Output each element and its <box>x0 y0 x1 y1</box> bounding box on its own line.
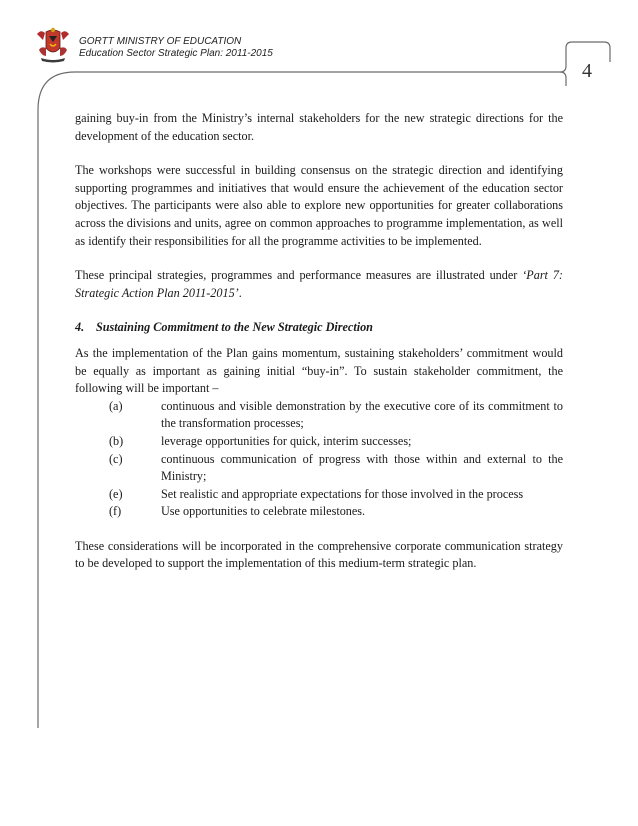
page-number: 4 <box>582 60 592 82</box>
list-item <box>75 486 563 504</box>
paragraph: gaining buy-in from the Ministry’s internal stakeholders for the new strategic directions for the development of the education sector. <box>75 111 563 143</box>
document-body <box>75 110 563 573</box>
coat-of-arms-logo <box>33 26 73 66</box>
header-ministry: GORTT MINISTRY OF EDUCATION <box>79 36 242 47</box>
paragraph: These principal strategies, programmes and performance measures are illustrated under ‘Part 7: Strategic Action Plan 2011-2015’. <box>75 268 563 300</box>
list-label: (a) <box>109 398 123 413</box>
list-item <box>75 503 563 521</box>
section-number: 4. <box>75 320 85 335</box>
section-heading <box>75 319 563 337</box>
list-text: continuous communication of progress with those within and external to the Ministry; <box>161 451 563 484</box>
list-text: leverage opportunities for quick, interim successes; <box>161 433 412 448</box>
part-reference: ‘Part 7: Strategic Action Plan 2011-2015’ <box>75 268 563 300</box>
list-label: (f) <box>109 504 122 519</box>
list-text: Set realistic and appropriate expectations for those involved in the process <box>161 486 524 501</box>
list-item <box>75 433 563 451</box>
list-text: Use opportunities to celebrate milestones. <box>161 504 366 519</box>
list-label: (c) <box>109 451 123 466</box>
commitment-list <box>75 398 563 521</box>
header-plan-title: Education Sector Strategic Plan: 2011-2015 <box>79 48 273 59</box>
paragraph: As the implementation of the Plan gains momentum, sustaining stakeholders’ commitment would be equally as important as gaining initial “buy-in”. To sustain stakeholder commitment, the following will be important – <box>75 345 563 396</box>
list-item <box>75 451 563 486</box>
list-text: continuous and visible demonstration by the executive core of its commitment to the transformation processes; <box>161 398 563 431</box>
paragraph: These considerations will be incorporated in the comprehensive corporate communication strategy to be developed to support the implementation of this medium-term strategic plan. <box>75 538 563 571</box>
list-label: (e) <box>109 486 123 501</box>
list-item <box>75 398 563 433</box>
section-title: Sustaining Commitment to the New Strategic Direction <box>96 320 373 335</box>
document-header <box>79 36 273 60</box>
list-label: (b) <box>109 433 124 448</box>
paragraph: The workshops were successful in building consensus on the strategic direction and identifying supporting programmes and initiatives that would ensure the achievement of the education sector objectives. The participants were also able to explore new opportunities for greater collaborations across the divisions and units, agree on common approaches to programme implementation, as well as identify their responsibilities for all the programme activities to be implemented. <box>75 163 563 248</box>
